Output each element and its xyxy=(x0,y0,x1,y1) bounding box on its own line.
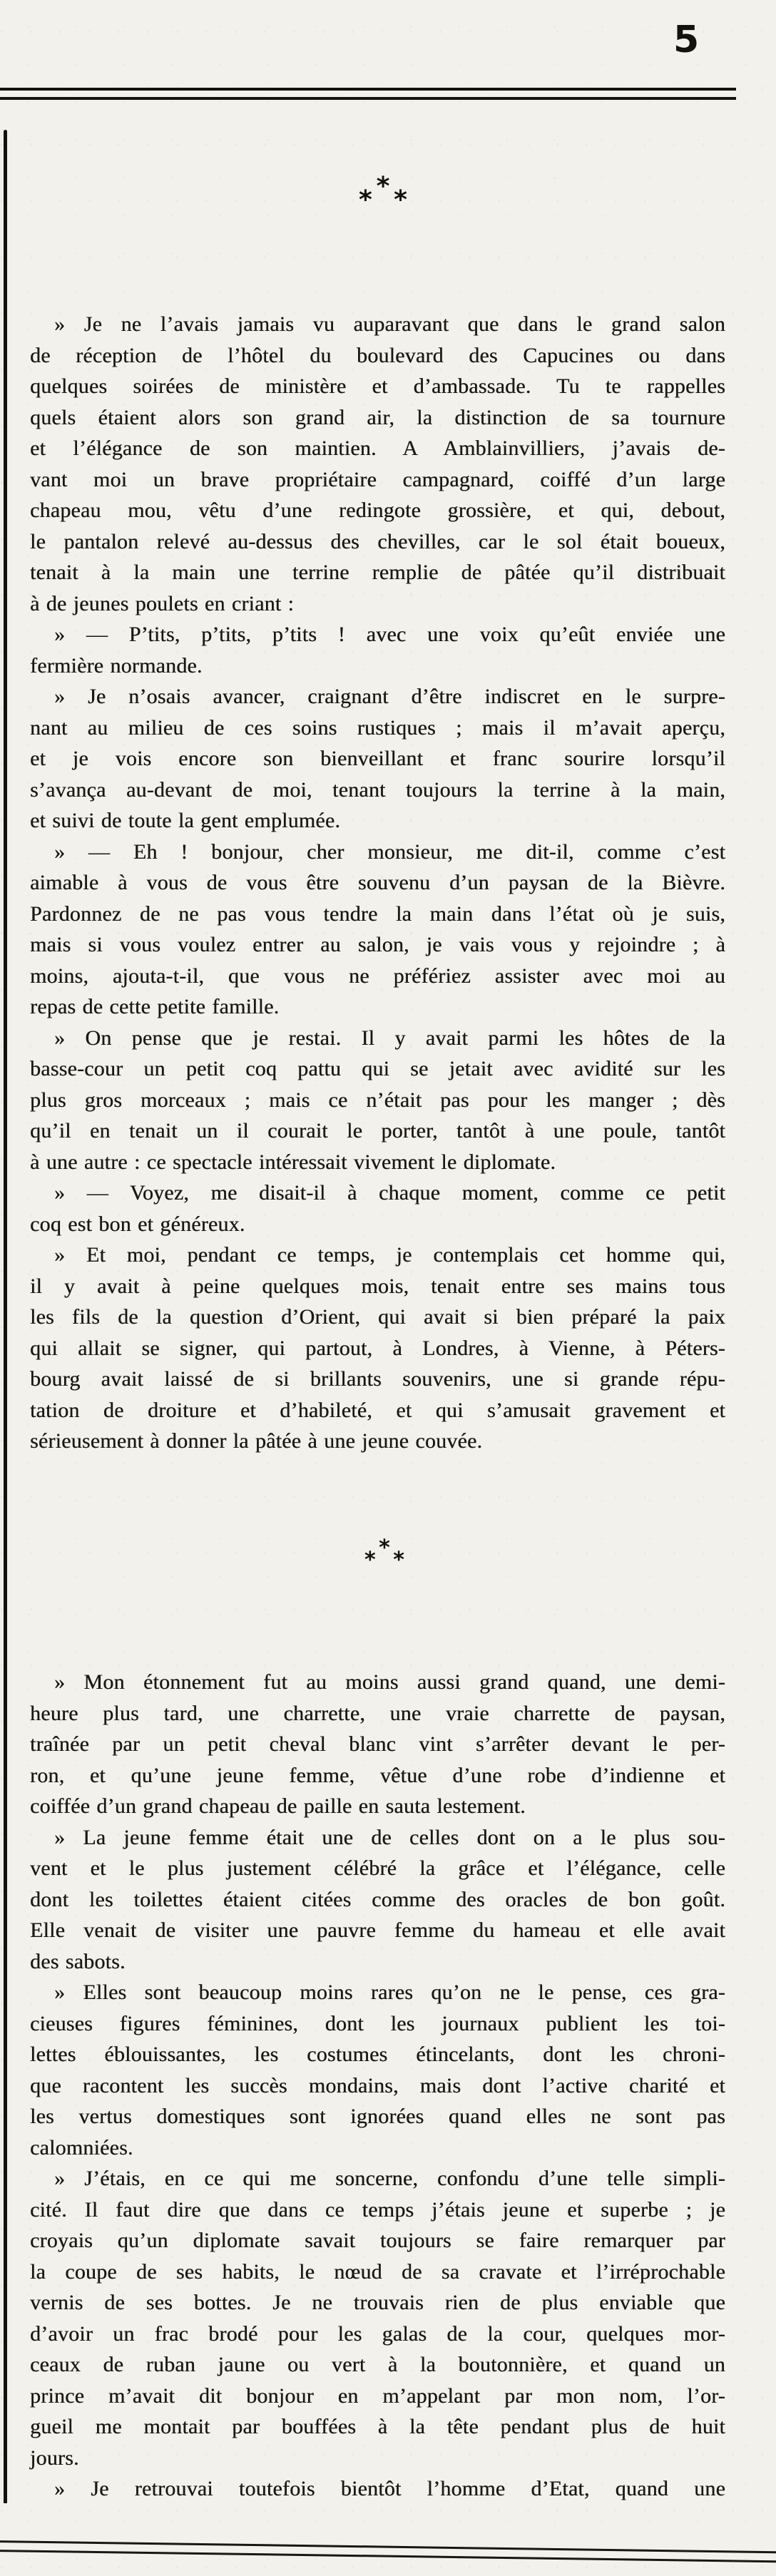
text-line: chapeau mou, vêtu d’une redingote grossière, et qui, debout, xyxy=(30,499,725,522)
text-line: et suivi de toute la gent emplumée. xyxy=(30,809,341,832)
text-line: calomniées. xyxy=(30,2135,133,2160)
text-line: prince m’avait dit bonjour en m’appelant par mon nom, l’or- xyxy=(30,2383,725,2408)
text-line: croyais qu’un diplomate savait toujours se faire remarquer par xyxy=(30,2229,725,2252)
text-line: plus gros morceaux ; mais ce n’était pas pour les manger ; dès xyxy=(30,1088,725,1112)
text-line: la coupe de ses habits, le nœud de sa cravate et l’irréprochable xyxy=(30,2259,725,2284)
text-line: qui allait se signer, qui partout, à Londres, à Vienne, à Péters- xyxy=(30,1336,725,1360)
text-line: qu’il en tenait un il courait le porter, tantôt à une poule, tantôt xyxy=(30,1119,725,1143)
paragraph xyxy=(30,1023,725,1178)
text-line: » Et moi, pendant ce temps, je contemplais cet homme qui, xyxy=(54,1243,725,1267)
text-section-1 xyxy=(30,309,725,1457)
text-line: cieuses figures féminines, dont les journaux publient les toi- xyxy=(30,2011,725,2035)
text-line: à une autre : ce spectacle intéressait vivement le diplomate. xyxy=(30,1150,556,1174)
text-line: vernis de ses bottes. Je ne trouvais rien de plus enviable que xyxy=(30,2291,725,2314)
paragraph xyxy=(30,1240,725,1457)
asterisk-icon: * xyxy=(376,172,390,201)
text-line: traînée par un petit cheval blanc vint s’arrêter devant le per- xyxy=(30,1732,725,1756)
paragraph xyxy=(30,681,725,837)
paragraph xyxy=(30,309,725,619)
text-line: des sabots. xyxy=(30,1949,126,1973)
text-line: » Mon étonnement fut au moins aussi grand quand, une demi- xyxy=(54,1670,725,1694)
text-line: tenait à la main une terrine remplie de pâtée qu’il distribuait xyxy=(30,561,725,584)
paragraph xyxy=(30,619,725,681)
text-line: mais si vous voulez entrer au salon, je vais vous y rejoindre ; à xyxy=(30,933,725,956)
paragraph xyxy=(30,837,725,1023)
text-line: repas de cette petite famille. xyxy=(30,995,280,1018)
asterisk-icon: * xyxy=(379,1535,390,1560)
text-line: ceaux de ruban jaune ou vert à la boutonnière, et quand un xyxy=(30,2353,725,2376)
text-line: nant au milieu de ces soins rustiques ; mais il m’avait aperçu, xyxy=(30,715,725,740)
text-line: dont les toilettes étaient citées comme des oracles de bon goût. xyxy=(30,1887,725,1911)
text-line: il y avait à peine quelques mois, tenait entre ses mains tous xyxy=(30,1274,725,1298)
asterism-ornament xyxy=(359,172,407,215)
text-line: cité. Il faut dire que dans ce temps j’étais jeune et superbe ; je xyxy=(30,2197,725,2222)
text-line: aimable à vous de vous être souvenu d’un paysan de la Bièvre. xyxy=(30,871,725,894)
text-line: gueil me montait par bouffées à la tête pendant plus de huit xyxy=(30,2415,725,2438)
text-section-2 xyxy=(30,1667,725,2505)
asterisk-icon: * xyxy=(394,185,407,215)
text-line: à de jeunes poulets en criant : xyxy=(30,591,295,615)
text-line: » — Eh ! bonjour, cher monsieur, me dit-il, comme c’est xyxy=(54,839,725,864)
paragraph xyxy=(30,2473,725,2505)
text-line: vent et le plus justement célébré la grâce et l’élégance, celle xyxy=(30,1856,725,1880)
text-line: Elle venait de visiter une pauvre femme du hameau et elle avait xyxy=(30,1918,725,1942)
text-line: quelques soirées de ministère et d’ambassade. Tu te rappelles xyxy=(30,374,725,398)
text-line: les vertus domestiques sont ignorées quand elles ne sont pas xyxy=(30,2105,725,2128)
text-line: » — P’tits, p’tits, p’tits ! avec une voix qu’eût enviée une xyxy=(54,623,725,646)
text-line: jours. xyxy=(30,2445,79,2470)
text-line: vant moi un brave propriétaire campagnard, coiffé d’un large xyxy=(30,467,725,491)
bottom-double-rule xyxy=(0,2540,776,2562)
text-line: coq est bon et généreux. xyxy=(30,1212,245,1236)
text-line: » J’étais, en ce qui me soncerne, confondu d’une telle simpli- xyxy=(54,2167,725,2190)
text-line: basse-cour un petit coq pattu qui se jetait avec avidité sur les xyxy=(30,1057,725,1080)
text-line: bourg avait laissé de si brillants souvenirs, une si grande répu- xyxy=(30,1367,725,1391)
text-line: » Elles sont beaucoup moins rares qu’on ne le pense, ces gra- xyxy=(54,1980,725,2004)
text-line: » Je retrouvai toutefois bientôt l’homme d’Etat, quand une xyxy=(54,2477,725,2500)
text-line: coiffée d’un grand chapeau de paille en sauta lestement. xyxy=(30,1794,526,1818)
text-line: heure plus tard, une charrette, une vraie charrette de paysan, xyxy=(30,1701,725,1725)
text-line: que racontent les succès mondains, mais dont l’active charité et xyxy=(30,2073,725,2097)
text-line: de réception de l’hôtel du boulevard des Capucines ou dans xyxy=(30,343,725,367)
text-line: » La jeune femme était une de celles dont on a le plus sou- xyxy=(54,1825,725,1849)
text-line: et l’élégance de son maintien. A Amblainvilliers, j’avais de- xyxy=(30,436,725,460)
paragraph xyxy=(30,1977,725,2163)
paragraph xyxy=(30,1667,725,1822)
paragraph xyxy=(30,1822,725,1978)
text-line: Pardonnez de ne pas vous tendre la main dans l’état où je suis, xyxy=(30,901,725,926)
asterisk-icon: * xyxy=(364,1548,376,1573)
text-line: moins, ajouta-t-il, que vous ne préfériez assister avec moi au xyxy=(30,964,725,988)
text-line: » On pense que je restai. Il y avait parmi les hôtes de la xyxy=(54,1026,725,1050)
asterism-ornament xyxy=(364,1535,404,1573)
text-line: » — Voyez, me disait-il à chaque moment, comme ce petit xyxy=(54,1181,725,1205)
paragraph xyxy=(30,1177,725,1240)
asterisk-icon: * xyxy=(393,1548,404,1573)
text-line: s’avança au-devant de moi, tenant toujours la terrine à la main, xyxy=(30,777,725,802)
text-line: quels étaient alors son grand air, la distinction de sa tournure xyxy=(30,405,725,429)
text-line: d’avoir un frac brodé pour les galas de la cour, quelques mor- xyxy=(30,2321,725,2346)
text-line: lettes éblouissantes, les costumes étincelants, dont les chroni- xyxy=(30,2043,725,2066)
text-line: le pantalon relevé au-dessus des chevilles, car le sol était boueux, xyxy=(30,529,725,553)
left-border-rule xyxy=(4,130,7,2503)
text-line: tation de droiture et d’habileté, et qui s’amusait gravement et xyxy=(30,1398,725,1422)
text-line: et je vois encore son bienveillant et franc sourire lorsqu’il xyxy=(30,747,725,770)
top-double-rule xyxy=(0,88,736,100)
text-line: » Je ne l’avais jamais vu auparavant que dans le grand salon xyxy=(54,312,725,336)
paragraph xyxy=(30,2163,725,2473)
text-line: les fils de la question d’Orient, qui avait si bien préparé la paix xyxy=(30,1305,725,1329)
text-line: » Je n’osais avancer, craignant d’être indiscret en le surpre- xyxy=(54,685,725,708)
text-line: ron, et qu’une jeune femme, vêtue d’une robe d’indienne et xyxy=(30,1763,725,1787)
text-line: sérieusement à donner la pâtée à une jeune couvée. xyxy=(30,1429,483,1453)
text-line: fermière normande. xyxy=(30,653,203,678)
page-number: 5 xyxy=(673,19,700,61)
asterisk-icon: * xyxy=(359,185,372,215)
